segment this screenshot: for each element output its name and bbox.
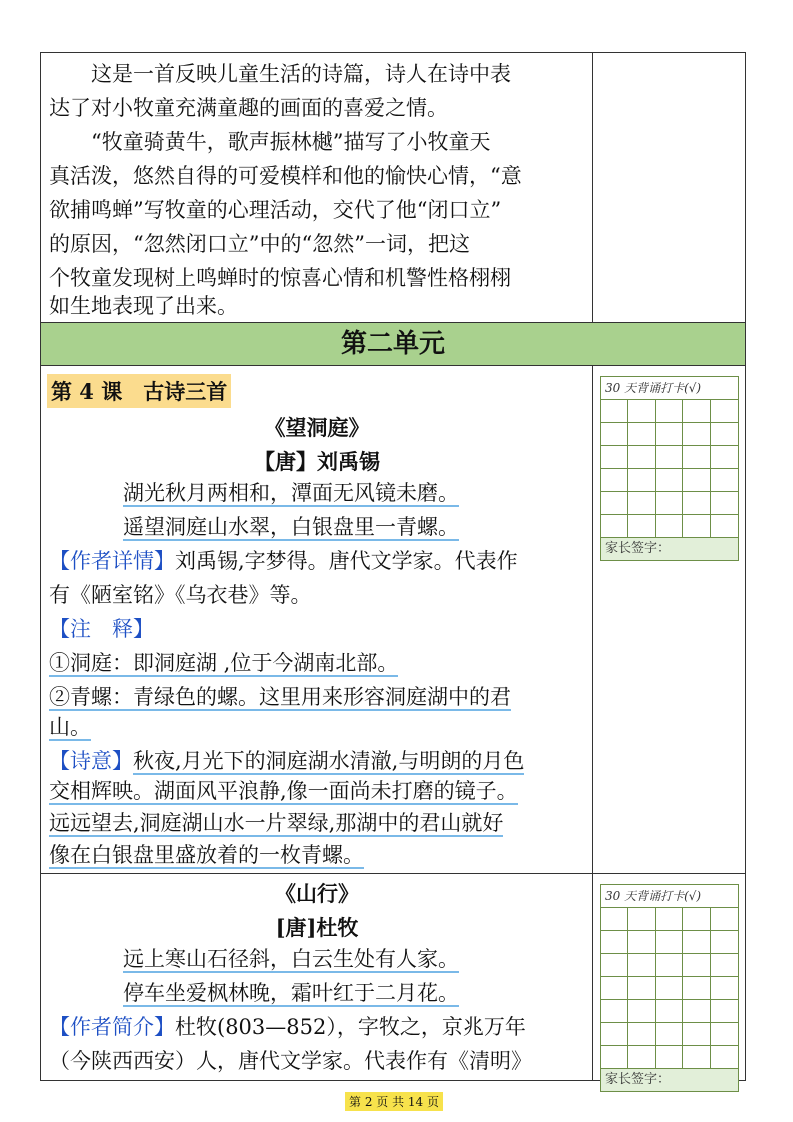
checkin-grid[interactable] — [601, 400, 738, 538]
author-intro-cont: （今陕西西安）人，唐代文学家。代表作有《清明》 — [49, 1049, 532, 1073]
analysis-line: 个牧童发现树上鸣蝉时的惊喜心情和机警性格栩栩 — [49, 266, 511, 290]
poem-1-line — [123, 510, 459, 544]
page-footer: 第 2 页 共 14 页 — [345, 1092, 443, 1111]
poem-2-line — [123, 976, 459, 1010]
document-table — [40, 52, 746, 1087]
checkin-head: 30 天背诵打卡(√) — [601, 885, 738, 908]
poem-2-cell — [41, 874, 593, 1080]
empty-side-cell — [594, 53, 745, 322]
author-intro-text: 杜牧(803—852），字牧之，京兆万年 — [175, 1015, 526, 1039]
checkin-head: 30 天背诵打卡(√) — [601, 377, 738, 400]
note-text: ②青螺：青绿色的螺。这里用来形容洞庭湖中的君 — [49, 685, 511, 709]
note-2-cont — [49, 710, 91, 744]
meaning-line — [49, 774, 518, 808]
poem-line-text: 停车坐爱枫林晚，霜叶红于二月花。 — [123, 981, 459, 1005]
unit-title: 第二单元 — [41, 323, 745, 366]
analysis-line: “牧童骑黄牛，歌声振林樾”描写了小牧童天 — [49, 130, 491, 154]
lesson-title: 第 4 课 古诗三首 — [47, 374, 231, 408]
row-poem-analysis — [41, 53, 745, 323]
poem-1-author: 【唐】刘禹锡 — [254, 449, 380, 474]
note-1 — [49, 646, 398, 680]
author-detail — [49, 544, 518, 578]
meaning-line — [49, 806, 503, 840]
author-intro — [49, 1010, 526, 1044]
analysis-line: 这是一首反映儿童生活的诗篇，诗人在诗中表 — [49, 62, 511, 86]
poem-1-line — [123, 476, 459, 510]
checkin-cell — [594, 366, 745, 873]
note-2 — [49, 680, 511, 714]
meaning — [49, 744, 524, 778]
poem-line-text: 远上寒山石径斜，白云生处有人家。 — [123, 947, 459, 971]
parent-signature[interactable]: 家长签字： — [601, 538, 738, 560]
checkin-card — [600, 884, 739, 1092]
checkin-grid[interactable] — [601, 908, 738, 1069]
meaning-label: 【诗意】 — [49, 749, 133, 773]
analysis-line: 达了对小牧童充满童趣的画面的喜爱之情。 — [49, 96, 448, 120]
meaning-text: 交相辉映。湖面风平浪静,像一面尚未打磨的镜子。 — [49, 779, 518, 803]
note-text: 山。 — [49, 715, 91, 739]
analysis-line: 的原因，“忽然闭口立”中的“忽然”一词，把这 — [49, 232, 470, 256]
author-intro-label: 【作者简介】 — [49, 1015, 175, 1039]
poem-2-author: [唐]杜牧 — [275, 915, 359, 940]
poem-line-text: 湖光秋月两相和，潭面无风镜未磨。 — [123, 481, 459, 505]
checkin-card — [600, 376, 739, 561]
analysis-line: 如生地表现了出来。 — [49, 294, 238, 318]
analysis-cell — [41, 53, 593, 322]
poem-2-title: 《山行》 — [275, 881, 359, 906]
meaning-text: 秋夜,月光下的洞庭湖水清澈,与明朗的月色 — [133, 749, 525, 773]
poem-1-cell — [41, 366, 593, 873]
analysis-line: 欲捕鸣蝉”写牧童的心理活动，交代了他“闭口立” — [49, 198, 502, 222]
meaning-line — [49, 838, 364, 872]
parent-signature[interactable]: 家长签字： — [601, 1069, 738, 1091]
note-text: ①洞庭：即洞庭湖 ,位于今湖南北部。 — [49, 651, 399, 675]
poem-2-line — [123, 942, 459, 976]
author-detail-cont: 有《陋室铭》《乌衣巷》等。 — [49, 583, 312, 607]
notes-label: 【注 释】 — [49, 617, 154, 641]
author-detail-text: 刘禹锡,字梦得。唐代文学家。代表作 — [175, 549, 518, 573]
row-poem-1 — [41, 366, 745, 874]
meaning-text: 远远望去,洞庭湖山水一片翠绿,那湖中的君山就好 — [49, 811, 504, 835]
row-poem-2 — [41, 874, 745, 1087]
poem-line-text: 遥望洞庭山水翠，白银盘里一青螺。 — [123, 515, 459, 539]
checkin-cell — [594, 874, 745, 1087]
analysis-line: 真活泼，悠然自得的可爱模样和他的愉快心情，“意 — [49, 164, 522, 188]
poem-1-title: 《望洞庭》 — [264, 415, 370, 440]
meaning-text: 像在白银盘里盛放着的一枚青螺。 — [49, 843, 364, 867]
author-detail-label: 【作者详情】 — [49, 549, 175, 573]
